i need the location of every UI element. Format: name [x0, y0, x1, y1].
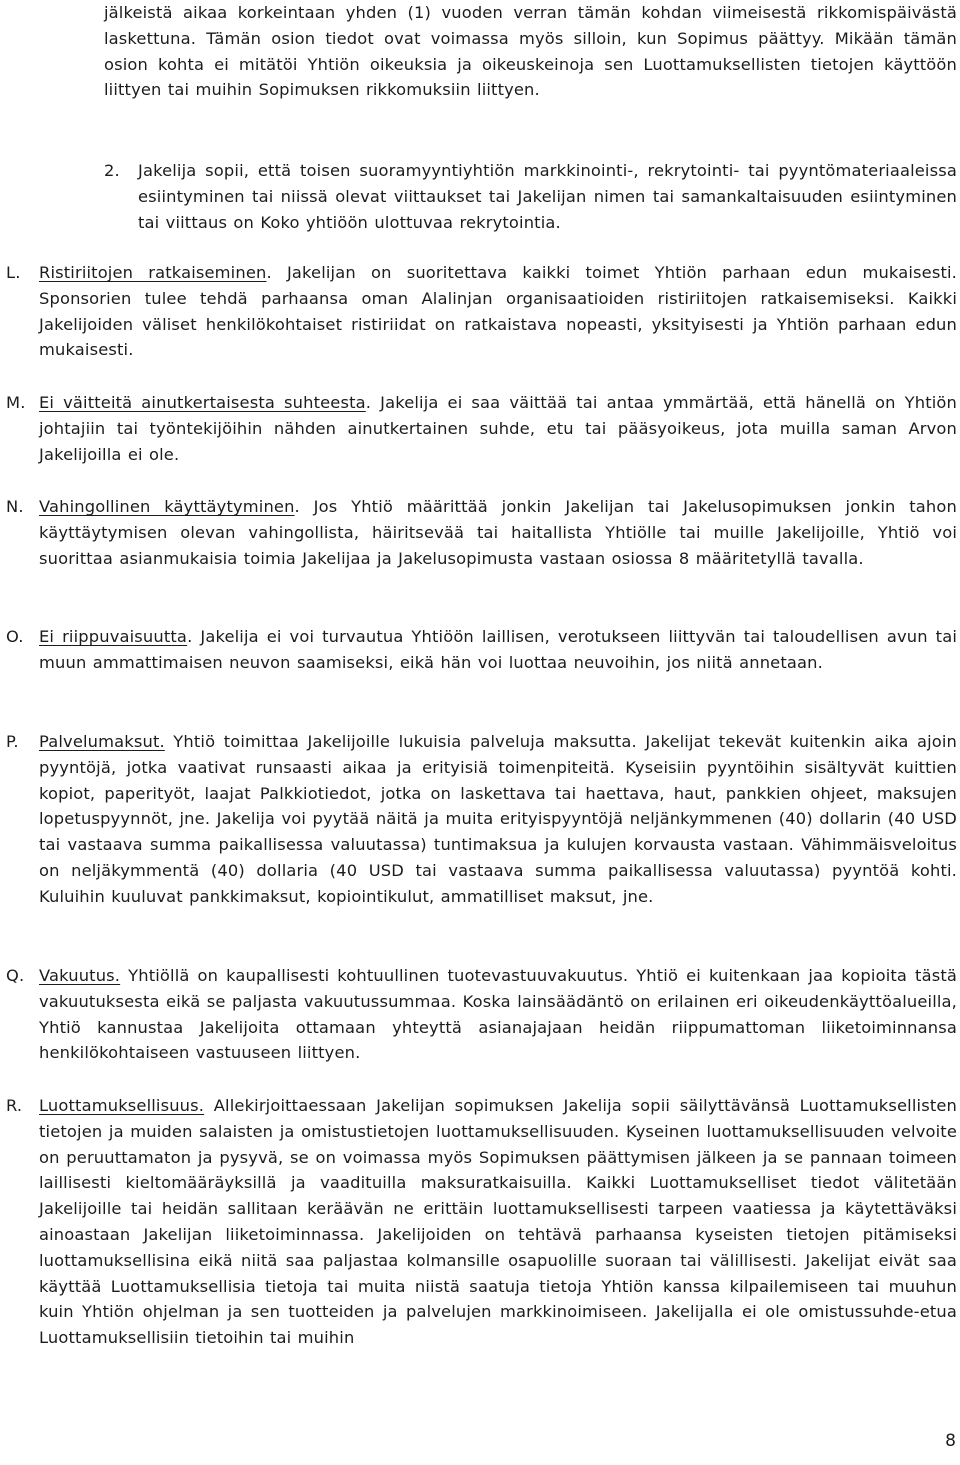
- section-heading: Palvelumaksut.: [39, 732, 165, 751]
- section-letter: O.: [6, 627, 24, 646]
- section-heading: Ristiriitojen ratkaiseminen: [39, 263, 267, 282]
- page-number: 8: [945, 1431, 956, 1451]
- section-heading: Ei väitteitä ainutkertaisesta suhteesta: [39, 393, 366, 412]
- section-m: [6, 390, 957, 467]
- section-text: . Jos Yhtiö määrittää jonkin Jakelijan tai Jakelusopimuksen jonkin tahon käyttäytymisen olevan vahingollista, häiritsevää tai haitallista Yhtiölle tai muille Jakelijoille, Yhtiö voi suorittaa asianmukaisia toimia Jakelijaa ja Jakelusopimusta vastaan osiossa 8 määritetyllä tavalla.: [39, 497, 957, 568]
- section-p: [6, 729, 957, 910]
- section-text: Yhtiöllä on kaupallisesti kohtuullinen tuotevastuuvakuutus. Yhtiö ei kuitenkaan jaa kopioita tästä vakuutuksesta eikä se paljasta vakuutussummaa. Koska lainsäädäntö on erilainen eri oikeudenkäyttöalueilla, Yhtiö kannustaa Jakelijoita ottamaan yhteyttä asianajajaan heidän riippumattoman liiketoiminnansa henkilökohtaiseen vastuuseen liittyen.: [39, 966, 957, 1063]
- section-text: Allekirjoittaessaan Jakelijan sopimuksen Jakelija sopii säilyttävänsä Luottamuksellisten tietojen ja muiden salaisten ja omistustietojen luottamuksellisuuden. Kyseinen luottamuksellisuuden velvoite on peruuttamaton ja pysyvä, se on voimassa myös Sopimuksen päättymisen jälkeen ja se pannaan toimeen laillisesti kieltomääräyksillä ja vaadituilla maksuratkaisuilla. Kaikki Luottamukselliset tiedot välitetään Jakelijoille tai heidän sallitaan keräävän ne erittäin luottamuksellisesti tarpeen vaatiessa ja käytettäväksi ainoastaan Jakelijan liiketoiminnassa. Jakelijoiden on tehtävä parhaansa kyseisten tietojen pitämiseksi luottamuksellisina eikä niitä saa paljastaa kolmansille osapuolille suoraan tai välillisesti. Jakelijat eivät saa käyttää Luottamuksellisia tietoja tai muita niistä saatuja tietoja Yhtiön kanssa kilpailemiseen tai muuhun kuin Yhtiön ohjelman ja sen tuotteiden ja palvelujen markkinoimiseen. Jakelijalla ei ole omistussuhde-etua Luottamuksellisiin tietoihin tai muihin: [39, 1096, 957, 1348]
- section-letter: L.: [6, 263, 21, 282]
- section-heading: Vahingollinen käyttäytyminen: [39, 497, 295, 516]
- item-number: 2.: [104, 161, 120, 180]
- continuation-paragraph: jälkeistä aikaa korkeintaan yhden (1) vuoden verran tämän kohdan viimeisestä rikkomispäivästä laskettuna. Tämän osion tiedot ovat voimassa myös silloin, kun Sopimus päättyy. Mikään tämän osion kohta ei mitätöi Yhtiön oikeuksia ja oikeuskeinoja sen Luottamuksellisten tietojen käyttöön liittyen tai muihin Sopimuksen rikkomuksiin liittyen.: [104, 3, 957, 100]
- section-body: [39, 1093, 957, 1351]
- section-n: [6, 494, 957, 571]
- section-body: [39, 624, 957, 676]
- section-body: [39, 494, 957, 571]
- section-q: [6, 963, 957, 1066]
- section-r: [6, 1093, 957, 1351]
- section-text: . Jakelija ei saa väittää tai antaa ymmärtää, että hänellä on Yhtiön johtajiin tai työntekijöihin nähden ainutkertainen suhde, etu tai pääsyoikeus, jota muilla saman Arvon Jakelijoilla ei ole.: [39, 393, 957, 464]
- section-letter: R.: [6, 1096, 23, 1115]
- section-letter: P.: [6, 732, 19, 751]
- section-heading: Ei riippuvaisuutta: [39, 627, 188, 646]
- section-body: [39, 390, 957, 467]
- numbered-item-2: [104, 158, 957, 235]
- section-body: [39, 729, 957, 910]
- section-text: . Jakelija ei voi turvautua Yhtiöön laillisen, verotukseen liittyvän tai taloudellisen avun tai muun ammattimaisen neuvon saamiseksi, eikä hän voi luottaa neuvoihin, jos niitä annetaan.: [39, 627, 957, 672]
- section-text: . Jakelijan on suoritettava kaikki toimet Yhtiön parhaan edun mukaisesti. Sponsorien tulee tehdä parhaansa oman Alalinjan organisaatioiden ristiriitojen ratkaisemiseksi. Kaikki Jakelijoiden väliset henkilökohtaiset ristiriidat on ratkaistava nopeasti, yksityisesti ja Yhtiön parhaan edun mukaisesti.: [39, 263, 957, 360]
- section-body: [39, 260, 957, 363]
- section-body: [39, 963, 957, 1066]
- item-text: Jakelija sopii, että toisen suoramyyntiyhtiön markkinointi-, rekrytointi- tai pyyntömateriaaleissa esiintyminen tai niissä olevat viittaukset tai Jakelijan nimen tai samankaltaisuuden esiintyminen tai viittaus on Koko yhtiöön ulottuvaa rekrytointia.: [138, 161, 957, 232]
- section-heading: Vakuutus.: [39, 966, 121, 985]
- section-heading: Luottamuksellisuus.: [39, 1096, 205, 1115]
- section-l: [6, 260, 957, 363]
- section-text: Yhtiö toimittaa Jakelijoille lukuisia palveluja maksutta. Jakelijat tekevät kuitenkin aika ajoin pyyntöjä, jotka vaativat runsaasti aikaa ja erityisiä toimenpiteitä. Kyseisiin pyyntöihin sisältyvät kuittien kopiot, paperityöt, laajat Palkkiotiedot, jotka on laskettava tai haettava, haut, pankkien ohjeet, maksujen lopetuspyynnöt, jne. Jakelija voi pyytää näitä ja muita erityispyyntöjä neljänkymmenen (40) dollarin (40 USD tai vastaava summa paikallisessa valuutassa) tuntimaksua ja kulujen korvausta vastaan. Vähimmäisveloitus on neljäkymmentä (40) dollaria (40 USD tai vastaava summa paikallisessa valuutassa) pyyntöä kohti. Kuluihin kuuluvat pankkimaksut, kopiointikulut, ammatilliset maksut, jne.: [39, 732, 957, 906]
- section-letter: Q.: [6, 966, 25, 985]
- section-letter: M.: [6, 393, 26, 412]
- section-o: [6, 624, 957, 676]
- section-letter: N.: [6, 497, 24, 516]
